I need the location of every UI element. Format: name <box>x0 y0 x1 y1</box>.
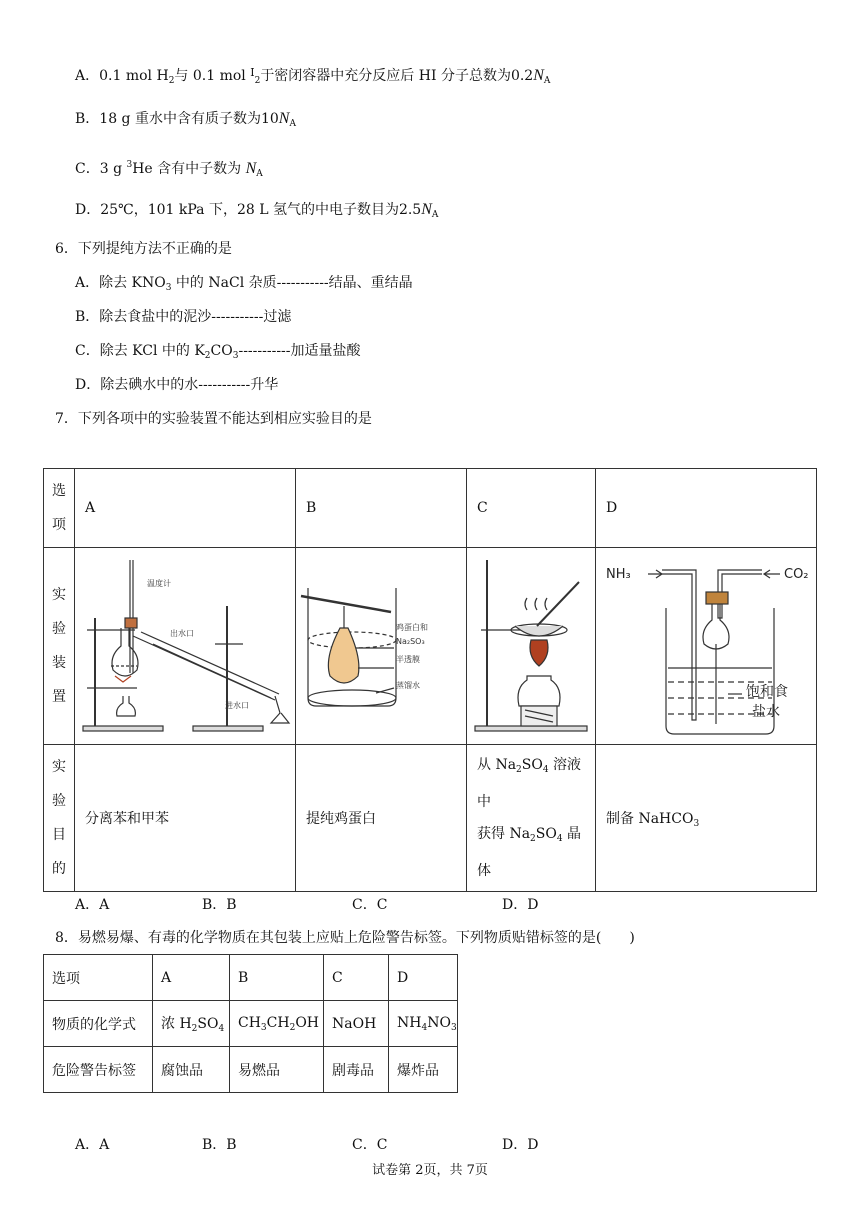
q8-formula-b: $CH_3CH_2OH$ <box>230 1001 324 1047</box>
q8-formula-c: NaOH <box>324 1001 389 1047</box>
q8-label-b: 易燃品 <box>230 1047 324 1093</box>
q8-label-a: 腐蚀品 <box>153 1047 230 1093</box>
egg-label: 鸡蛋白和 <box>396 623 428 632</box>
q6-option-b: B．除去食盐中的泥沙-----------过滤 <box>75 309 292 325</box>
q7-header-d: D <box>596 469 817 548</box>
distillation-diagram-cell <box>75 548 296 745</box>
q5-option-d: D．25℃，101 kPa 下，28 L 氢气的中电子数目为$2.5N_A$ <box>75 201 439 220</box>
q7-table <box>43 468 817 892</box>
na2so3-label: Na₂SO₃ <box>396 637 425 646</box>
q7-header-side: 选 项 <box>44 469 75 548</box>
evaporation-apparatus-icon <box>467 548 595 740</box>
q8-header-c: C <box>324 955 389 1001</box>
q8-option-d: D．D <box>502 1137 539 1153</box>
q6-option-d: D．除去碘水中的水-----------升华 <box>75 377 279 393</box>
page-footer: 试卷第 2页，共 7页 <box>372 1163 488 1178</box>
q5-option-b: B．18 g 重水中含有质子数为$10N_A$ <box>75 110 296 129</box>
q7-purpose-a: 分离苯和甲苯 <box>75 745 296 892</box>
q6-stem: 6．下列提纯方法不正确的是 <box>55 241 232 257</box>
q7-purpose-c: 从 $Na_2SO_4$ 溶液中 获得 $Na_2SO_4$ 晶体 <box>467 745 596 892</box>
q7-device-side: 实 验 装 置 <box>44 548 75 745</box>
q8-option-c: C．C <box>352 1137 388 1153</box>
dialysis-diagram-cell <box>296 548 467 745</box>
q8-label-c: 剧毒品 <box>324 1047 389 1093</box>
nh3-label: NH₃ <box>606 567 631 582</box>
membrane-label: 半透膜 <box>396 655 420 664</box>
q8-formula-d: $NH_4NO_3$ <box>389 1001 458 1047</box>
water-in-label: 进水口 <box>225 701 249 710</box>
q8-label-d: 爆炸品 <box>389 1047 458 1093</box>
q8-stem: 8．易燃易爆、有毒的化学物质在其包装上应贴上危险警告标签。下列物质贴错标签的是( ) <box>55 930 635 946</box>
absorption-diagram-cell <box>596 548 817 745</box>
q7-header-c: C <box>467 469 596 548</box>
q7-header-a: A <box>75 469 296 548</box>
thermometer-label: 温度计 <box>147 579 171 588</box>
q7-header-b: B <box>296 469 467 548</box>
q5-option-a: A．0.1 mol $H_2$与 0.1 mol $^I_2$于密闭容器中充分反应后 HI 分子总数为$0.2N_A$ <box>75 66 551 86</box>
co2-label: CO₂ <box>784 567 809 582</box>
q7-option-a: A．A <box>75 897 110 913</box>
saline-label-2: 盐水 <box>752 704 780 720</box>
q8-header-a: A <box>153 955 230 1001</box>
q7-option-d: D．D <box>502 897 539 913</box>
q7-option-c: C．C <box>352 897 388 913</box>
q8-header-d: D <box>389 955 458 1001</box>
q7-purpose-side: 实 验 目 的 <box>44 745 75 892</box>
water-out-label: 出水口 <box>170 629 194 638</box>
q8-header-b: B <box>230 955 324 1001</box>
q8-option-b: B．B <box>202 1137 237 1153</box>
q6-option-a: A．除去 $KNO_3$ 中的 NaCl 杂质-----------结晶、重结晶 <box>75 275 413 293</box>
q5-option-c: C．3 g $^3$He 含有中子数为 $N_A$ <box>75 160 263 179</box>
distillation-apparatus-icon <box>75 548 295 740</box>
evaporation-diagram-cell <box>467 548 596 745</box>
q8-formula-a: 浓 $H_2SO_4$ <box>153 1001 230 1047</box>
q7-stem: 7．下列各项中的实验装置不能达到相应实验目的是 <box>55 411 372 427</box>
q8-formula-label: 物质的化学式 <box>44 1001 153 1047</box>
dialysis-apparatus-icon <box>296 548 466 740</box>
q6-option-c: C．除去 KCl 中的 $K_2CO_3-----------$加适量盐酸 <box>75 343 361 361</box>
distilled-water-label: 蒸馏水 <box>396 681 420 690</box>
q7-purpose-b: 提纯鸡蛋白 <box>296 745 467 892</box>
q8-header-label: 选项 <box>44 955 153 1001</box>
q8-option-a: A．A <box>75 1137 110 1153</box>
q8-table <box>43 954 458 1093</box>
q7-option-b: B．B <box>202 897 237 913</box>
saline-label-1: 饱和食 <box>746 684 788 700</box>
q8-label-label: 危险警告标签 <box>44 1047 153 1093</box>
q7-purpose-d: 制备 NaHCO$_3$ <box>596 745 817 892</box>
absorption-apparatus-icon <box>596 548 816 740</box>
